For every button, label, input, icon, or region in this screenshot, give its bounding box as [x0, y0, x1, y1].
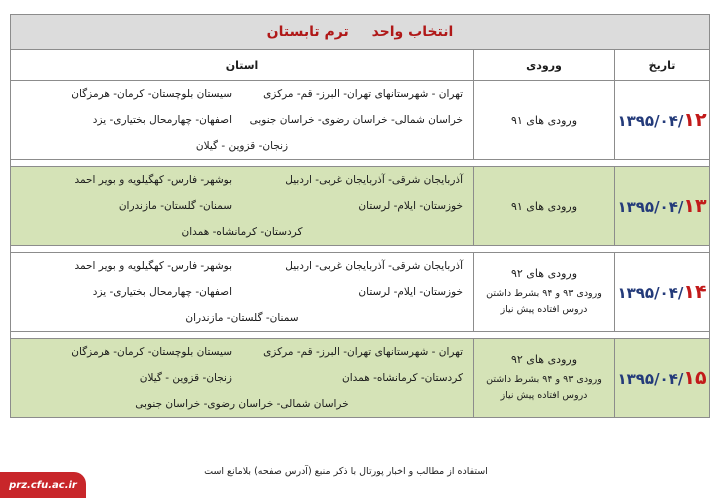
province-group: تهران - شهرستانهای تهران- البرز- قم- مرکزی	[263, 88, 463, 100]
province-group: بوشهر- فارس- کهگیلویه و بویر احمد	[74, 260, 232, 272]
entry-note: ورودی ۹۳ و ۹۴ بشرط داشتن دروس افتاده پیش نیاز	[486, 373, 602, 401]
date-prefix: ۱۳۹۵/۰۴/	[617, 284, 684, 302]
province-group: بوشهر- فارس- کهگیلویه و بویر احمد	[74, 174, 232, 186]
province-cell	[11, 253, 474, 332]
row-spacer	[11, 246, 710, 253]
spacer-cell	[11, 332, 710, 339]
province-grid	[11, 167, 473, 245]
province-cell	[11, 167, 474, 246]
entry-cell	[474, 81, 615, 160]
province-cell	[11, 339, 474, 418]
table-row	[11, 253, 710, 332]
entry-note: ورودی ۹۳ و ۹۴ بشرط داشتن دروس افتاده پیش نیاز	[486, 287, 602, 315]
title-row	[11, 15, 710, 50]
date-cell	[615, 167, 710, 246]
table-row	[11, 167, 710, 246]
province-grid	[11, 339, 473, 417]
entry-cell	[474, 167, 615, 246]
table-row	[11, 81, 710, 160]
schedule-table	[10, 14, 710, 418]
date-cell	[615, 81, 710, 160]
table-row	[11, 339, 710, 418]
entry-main: ورودی های ۹۲	[510, 352, 578, 366]
footnote: استفاده از مطالب و اخبار پورتال با ذکر منبع (آدرس صفحه) بلامانع است	[204, 466, 488, 477]
date-day: ۱۴	[683, 281, 707, 303]
entry-main: ورودی های ۹۲	[510, 266, 578, 280]
schedule-frame	[6, 8, 714, 490]
spacer-cell	[11, 160, 710, 167]
date-day: ۱۵	[683, 367, 707, 389]
province-group: خوزستان- ایلام- لرستان	[358, 200, 463, 212]
province-group-last: کردستان- کرمانشاه- همدان	[181, 226, 303, 238]
province-group: تهران - شهرستانهای تهران- البرز- قم- مرکزی	[263, 346, 463, 358]
watermark-text: prz.cfu.ac.ir	[9, 479, 77, 491]
date-prefix: ۱۳۹۵/۰۴/	[617, 112, 684, 130]
province-group: اصفهان- چهارمحال بختیاری- یزد	[92, 114, 232, 126]
province-group-last: زنجان- قزوین - گیلان	[195, 140, 289, 152]
site-watermark	[0, 472, 86, 498]
spacer-cell	[11, 246, 710, 253]
table-title	[11, 15, 710, 50]
province-group: سمنان- گلستان- مازندران	[118, 200, 232, 212]
province-group: خوزستان- ایلام- لرستان	[358, 286, 463, 298]
province-group: کردستان- کرمانشاه- همدان	[342, 372, 463, 384]
date-prefix: ۱۳۹۵/۰۴/	[617, 370, 684, 388]
entry-main: ورودی های ۹۱	[510, 113, 578, 127]
entry-cell	[474, 339, 615, 418]
date-day: ۱۳	[683, 195, 707, 217]
province-group: اصفهان- چهارمحال بختیاری- یزد	[92, 286, 232, 298]
header-date: تاریخ	[615, 50, 710, 81]
date-cell	[615, 253, 710, 332]
date-cell	[615, 339, 710, 418]
date-day: ۱۲	[683, 109, 707, 131]
entry-main: ورودی های ۹۱	[510, 199, 578, 213]
header-row	[11, 50, 710, 81]
title-part2: ترم تابستان	[266, 24, 349, 40]
header-province: استان	[11, 50, 474, 81]
province-group: آذربایجان شرقی- آذربایجان غربی- اردبیل	[285, 260, 463, 272]
row-spacer	[11, 160, 710, 167]
title-part1: انتخاب واحد	[371, 24, 454, 40]
province-group-last: سمنان- گلستان- مازندران	[185, 312, 299, 324]
entry-cell	[474, 253, 615, 332]
date-prefix: ۱۳۹۵/۰۴/	[617, 198, 684, 216]
province-group-last: خراسان شمالی- خراسان رضوی- خراسان جنوبی	[135, 398, 349, 410]
header-entry: ورودی	[474, 50, 615, 81]
province-cell	[11, 81, 474, 160]
province-group: آذربایجان شرقی- آذربایجان غربی- اردبیل	[285, 174, 463, 186]
province-group: سیستان بلوچستان- کرمان- هرمزگان	[71, 88, 232, 100]
province-grid	[11, 81, 473, 159]
province-grid	[11, 253, 473, 331]
province-group: خراسان شمالی- خراسان رضوی- خراسان جنوبی	[249, 114, 463, 126]
schedule-rows	[11, 81, 710, 418]
province-group: سیستان بلوچستان- کرمان- هرمزگان	[71, 346, 232, 358]
province-group: زنجان- قزوین - گیلان	[139, 372, 232, 384]
row-spacer	[11, 332, 710, 339]
